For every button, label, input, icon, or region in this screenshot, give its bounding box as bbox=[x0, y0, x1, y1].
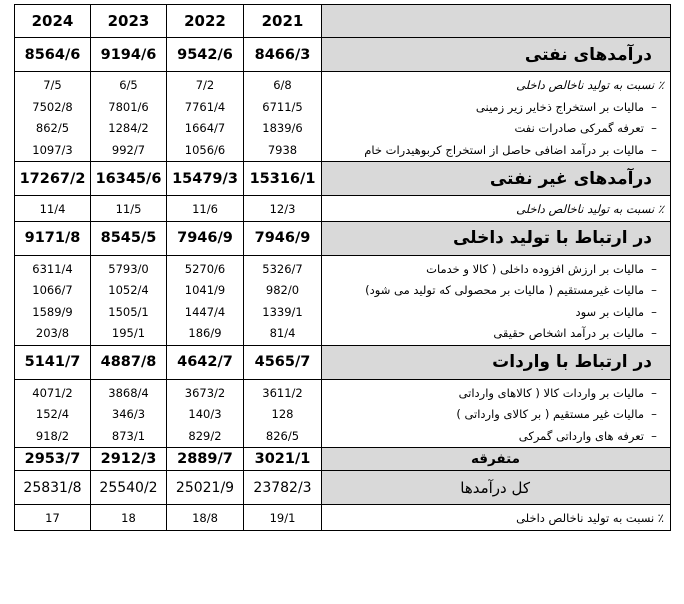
oil-values-2023 bbox=[91, 72, 167, 162]
grand-total-2021: 23782/3 bbox=[244, 471, 322, 505]
grand-gdp-2021: 19/1 bbox=[244, 505, 322, 531]
domestic-title: در ارتباط با تولید داخلی bbox=[322, 221, 671, 255]
imports-total-2024: 5141/7 bbox=[15, 345, 91, 379]
domestic-total-2022: 7946/9 bbox=[167, 221, 244, 255]
header-label-cell bbox=[322, 5, 671, 38]
year-2023: 2023 bbox=[91, 5, 167, 38]
domestic-values-2022: 5270/6 1041/9 1447/4 186/9 bbox=[167, 255, 244, 345]
domestic-labels bbox=[322, 255, 671, 345]
domestic-values-2024: 6311/4 1066/7 1589/9 203/8 bbox=[15, 255, 91, 345]
imports-detail-row bbox=[15, 379, 671, 448]
domestic-total-2024: 9171/8 bbox=[15, 221, 91, 255]
imports-goods-label: – مالیات بر واردات کالا ( کالاهای وارداتی bbox=[326, 383, 664, 405]
oil-total-2021: 8466/3 bbox=[244, 38, 322, 72]
oil-excess-income-2024: 1097/3 bbox=[32, 142, 73, 157]
oil-extraction-2022: 7761/4 bbox=[184, 99, 226, 114]
nonoil-total-2024: 17267/2 bbox=[15, 162, 91, 196]
grand-total-2024: 25831/8 bbox=[15, 471, 91, 505]
oil-total-row bbox=[15, 38, 671, 72]
grand-gdp-2022: 18/8 bbox=[167, 505, 244, 531]
oil-extraction-label: – مالیات بر استخراج ذخایر زیر زمینی bbox=[326, 97, 664, 119]
domestic-total-2021: 7946/9 bbox=[244, 221, 322, 255]
oil-title: درآمدهای نفتی bbox=[322, 38, 671, 72]
misc-2021: 3021/1 bbox=[244, 448, 322, 471]
imports-values-2024: 4071/2 152/4 918/2 bbox=[15, 379, 91, 448]
revenue-table bbox=[14, 4, 671, 531]
nonoil-total-row bbox=[15, 162, 671, 196]
misc-2024: 2953/7 bbox=[15, 448, 91, 471]
oil-excess-income-label: – مالیات بر درآمد اضافی حاصل از استخراج کربوهیدرات خام bbox=[326, 140, 664, 162]
nonoil-gdp-2021: 12/3 bbox=[244, 196, 322, 222]
domestic-values-2023: 5793/0 1052/4 1505/1 195/1 bbox=[91, 255, 167, 345]
misc-2022: 2889/7 bbox=[167, 448, 244, 471]
nonoil-gdp-2023: 11/5 bbox=[91, 196, 167, 222]
oil-gdp-2022: 7/2 bbox=[195, 78, 215, 92]
imports-labels bbox=[322, 379, 671, 448]
imports-indirect-label: – مالیات غیر مستقیم ( بر کالای وارداتی ) bbox=[326, 404, 664, 426]
oil-detail-row bbox=[15, 72, 671, 162]
imports-values-2023: 3868/4 346/3 873/1 bbox=[91, 379, 167, 448]
year-2024: 2024 bbox=[15, 5, 91, 38]
oil-export-tariff-2024: 862/5 bbox=[35, 121, 70, 135]
oil-export-tariff-2021: 1839/6 bbox=[262, 121, 303, 135]
nonoil-gdp-2022: 11/6 bbox=[167, 196, 244, 222]
nonoil-total-2022: 15479/3 bbox=[167, 162, 244, 196]
oil-gdp-2024: 7/5 bbox=[43, 78, 62, 92]
nonoil-total-2023: 16345/6 bbox=[91, 162, 167, 196]
oil-values-2024 bbox=[15, 72, 91, 162]
imports-total-2023: 4887/8 bbox=[91, 345, 167, 379]
oil-extraction-2023: 7801/6 bbox=[108, 99, 149, 114]
misc-2023: 2912/3 bbox=[91, 448, 167, 471]
domestic-total-2023: 8545/5 bbox=[91, 221, 167, 255]
oil-values-2022 bbox=[167, 72, 244, 162]
grand-total-title: کل درآمدها bbox=[322, 471, 671, 505]
oil-total-2024: 8564/6 bbox=[15, 38, 91, 72]
grand-gdp-row bbox=[15, 505, 671, 531]
oil-excess-income-2023: 992/7 bbox=[111, 142, 146, 157]
domestic-values-2021: 5326/7 982/0 1339/1 81/4 bbox=[244, 255, 322, 345]
nonoil-gdp-2024: 11/4 bbox=[15, 196, 91, 222]
imports-total-row bbox=[15, 345, 671, 379]
misc-row bbox=[15, 448, 671, 471]
year-header-row bbox=[15, 5, 671, 38]
oil-gdp-2023: 6/5 bbox=[119, 78, 138, 92]
oil-gdp-2021: 6/8 bbox=[273, 78, 292, 92]
oil-extraction-2024: 7502/8 bbox=[32, 99, 73, 114]
oil-total-2022: 9542/6 bbox=[167, 38, 244, 72]
imports-total-2021: 4565/7 bbox=[244, 345, 322, 379]
grand-gdp-2023: 18 bbox=[91, 505, 167, 531]
grand-gdp-label: ٪ نسبت به تولید ناخالص داخلی bbox=[322, 505, 671, 531]
oil-labels bbox=[322, 72, 671, 162]
oil-gdp-label: ٪ نسبت به تولید ناخالص داخلی bbox=[516, 78, 664, 92]
oil-excess-income-2021: 7938 bbox=[267, 142, 298, 157]
misc-title: متفرقه bbox=[322, 448, 671, 471]
imports-total-2022: 4642/7 bbox=[167, 345, 244, 379]
oil-export-tariff-2023: 1284/2 bbox=[108, 121, 149, 135]
nonoil-total-2021: 15316/1 bbox=[244, 162, 322, 196]
year-2021: 2021 bbox=[244, 5, 322, 38]
oil-export-tariff-2022: 1664/7 bbox=[184, 121, 226, 135]
domestic-personal-label: – مالیات بر درآمد اشخاص حقیقی bbox=[326, 323, 664, 345]
oil-values-2021 bbox=[244, 72, 322, 162]
oil-excess-income-2022: 1056/6 bbox=[184, 142, 226, 157]
oil-extraction-2021: 6711/5 bbox=[262, 99, 303, 114]
imports-values-2021: 3611/2 128 826/5 bbox=[244, 379, 322, 448]
nonoil-detail-row bbox=[15, 196, 671, 222]
imports-title: در ارتباط با واردات bbox=[322, 345, 671, 379]
imports-tariff-label: – تعرفه های وارداتی گمرکی bbox=[326, 426, 664, 448]
imports-values-2022: 3673/2 140/3 829/2 bbox=[167, 379, 244, 448]
nonoil-title: درآمدهای غیر نفتی bbox=[322, 162, 671, 196]
oil-export-tariff-label: – تعرفه گمرکی صادرات نفت bbox=[326, 118, 664, 140]
domestic-total-row bbox=[15, 221, 671, 255]
grand-total-2022: 25021/9 bbox=[167, 471, 244, 505]
grand-total-row bbox=[15, 471, 671, 505]
domestic-indirect-label: – مالیات غیرمستقیم ( مالیات بر محصولی که تولید می شود) bbox=[326, 280, 664, 302]
grand-total-2023: 25540/2 bbox=[91, 471, 167, 505]
year-2022: 2022 bbox=[167, 5, 244, 38]
oil-total-2023: 9194/6 bbox=[91, 38, 167, 72]
domestic-vat-label: – مالیات بر ارزش افزوده داخلی ( کالا و خدمات bbox=[326, 259, 664, 281]
domestic-detail-row bbox=[15, 255, 671, 345]
grand-gdp-2024: 17 bbox=[15, 505, 91, 531]
domestic-profit-label: – مالیات بر سود bbox=[326, 302, 664, 324]
nonoil-gdp-label: ٪ نسبت به تولید ناخالص داخلی bbox=[322, 196, 671, 222]
